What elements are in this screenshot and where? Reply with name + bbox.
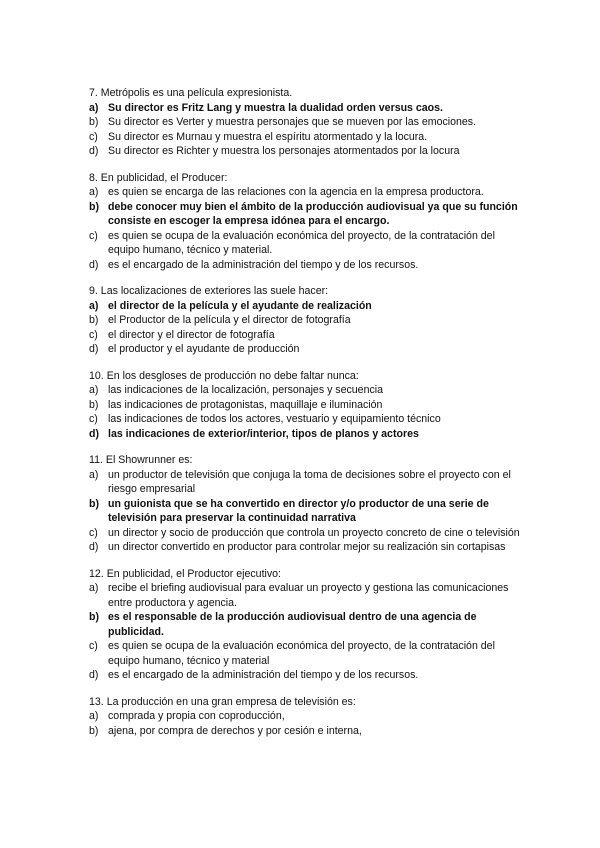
question-prompt: El Showrunner es: [105,454,193,466]
option-letter: b) [89,200,99,213]
option-list [89,581,529,683]
option-letter: b) [89,611,99,623]
option-text: el Productor de la película y el director de fotografía [108,314,351,326]
correct-option [89,610,529,639]
question-8 [89,171,529,273]
option-letter: b) [89,116,99,128]
option [89,185,529,200]
option-letter: d) [89,258,99,271]
option-text: el director de la película y el ayudante de realización [108,299,372,312]
correct-option [89,497,529,526]
question-number: 13. [89,695,104,708]
option [89,398,529,413]
question-text [89,86,529,101]
option-text: las indicaciones de protagonistas, maquillaje e iluminación [108,398,383,411]
option-text: Su director es Fritz Lang y muestra la dualidad orden versus caos. [108,101,443,114]
option [89,328,529,343]
option [89,724,529,739]
question-prompt: Las localizaciones de exteriores las suele hacer: [100,285,329,297]
option [89,229,529,258]
question-text [89,453,529,468]
option-text: un director convertido en productor para controlar mejor su realización sin cortapisas [108,541,506,553]
question-number: 9. [89,285,98,297]
question-text [89,171,529,186]
option-text: las indicaciones de todos los actores, vestuario y equipamiento técnico [108,413,441,425]
question-7 [89,86,529,159]
option-text: Su director es Verter y muestra personajes que se mueven por las emociones. [108,116,477,128]
option-letter: d) [89,669,99,681]
option-letter: c) [89,413,98,425]
question-prompt: En los desgloses de producción no debe faltar nunca: [106,369,359,382]
question-10 [89,369,529,442]
correct-option [89,200,529,229]
correct-option [89,427,529,442]
question-13 [89,695,529,739]
option-text: es el encargado de la administración del tiempo y de los recursos. [108,258,419,271]
option-letter: c) [89,328,98,341]
option-letter: a) [89,299,99,312]
option-text: es quien se ocupa de la evaluación económica del proyecto, de la contratación del equipo humano, técnico y material [108,640,495,667]
option-list [89,709,529,738]
option [89,709,529,724]
option-letter: b) [89,497,99,510]
option-text: las indicaciones de la localización, personajes y secuencia [108,384,384,396]
option-list [89,468,529,555]
option-text: es quien se ocupa de la evaluación económica del proyecto, de la contratación del equipo humano, técnico y material. [108,229,495,256]
question-text [89,369,529,384]
question-number: 11. [89,454,103,466]
option-letter: c) [89,526,98,539]
option-letter: a) [89,186,99,198]
option-letter: c) [89,130,98,143]
option-letter: b) [89,314,99,326]
correct-option [89,299,529,314]
option-text: el productor y el ayudante de producción [108,343,300,355]
option-letter: d) [89,427,99,440]
option-list [89,185,529,272]
option-letter: d) [89,343,99,355]
question-number: 8. [89,171,98,184]
option [89,342,529,357]
question-number: 7. [89,87,98,99]
option-list [89,101,529,159]
option-text: el director y el director de fotografía [108,328,275,341]
option-text: es el encargado de la administración del tiempo y de los recursos. [108,669,419,681]
option-letter: d) [89,541,99,553]
option-letter: b) [89,724,99,737]
question-9 [89,284,529,357]
option-text: las indicaciones de exterior/interior, tipos de planos y actores [108,427,419,440]
option [89,115,529,130]
option-text: comprada y propia con coproducción, [108,710,285,722]
option [89,313,529,328]
question-prompt: La producción en una gran empresa de televisión es: [106,695,356,708]
correct-option [89,101,529,116]
option [89,540,529,555]
option [89,639,529,668]
question-11 [89,453,529,555]
option [89,144,529,159]
option-list [89,383,529,441]
option-text: recibe el briefing audiovisual para evaluar un proyecto y gestiona las comunicaciones entre productora y agencia. [108,582,509,609]
option-letter: b) [89,398,99,411]
question-12 [89,567,529,683]
question-number: 12. [89,567,104,580]
option-letter: c) [89,640,98,652]
option [89,468,529,497]
question-text [89,567,529,582]
option-text: es quien se encarga de las relaciones con la agencia en la empresa productora. [108,186,484,198]
option-text: debe conocer muy bien el ámbito de la producción audiovisual ya que su función consiste en escoger la empresa idónea para el encargo. [108,200,518,227]
question-list [89,86,529,750]
option [89,258,529,273]
question-text [89,695,529,710]
option-list [89,299,529,357]
option [89,526,529,541]
option-text: es el responsable de la producción audiovisual dentro de una agencia de publicidad. [108,611,477,638]
option-text: Su director es Richter y muestra los personajes atormentados por la locura [108,145,460,157]
option-letter: a) [89,384,99,396]
option [89,130,529,145]
option-text: un director y socio de producción que controla un proyecto concreto de cine o televisión [108,526,520,539]
option-letter: d) [89,145,99,157]
option-letter: a) [89,710,99,722]
question-prompt: En publicidad, el Productor ejecutivo: [106,567,281,580]
option [89,668,529,683]
option-text: un productor de televisión que conjuga la toma de decisiones sobre el proyecto con el riesgo empresarial [108,468,511,495]
option-letter: c) [89,229,98,242]
option-letter: a) [89,468,99,481]
option-text: un guionista que se ha convertido en director y/o productor de una serie de televisión para preservar la continuidad narrativa [108,497,489,524]
option [89,383,529,398]
option [89,412,529,427]
option-letter: a) [89,101,99,114]
option-letter: a) [89,582,99,594]
question-number: 10. [89,369,104,382]
question-text [89,284,529,299]
option-text: ajena, por compra de derechos y por cesión e interna, [108,724,362,737]
question-prompt: Metrópolis es una película expresionista. [100,87,293,99]
option-text: Su director es Murnau y muestra el espíritu atormentado y la locura. [108,130,428,143]
question-prompt: En publicidad, el Producer: [100,171,228,184]
option [89,581,529,610]
